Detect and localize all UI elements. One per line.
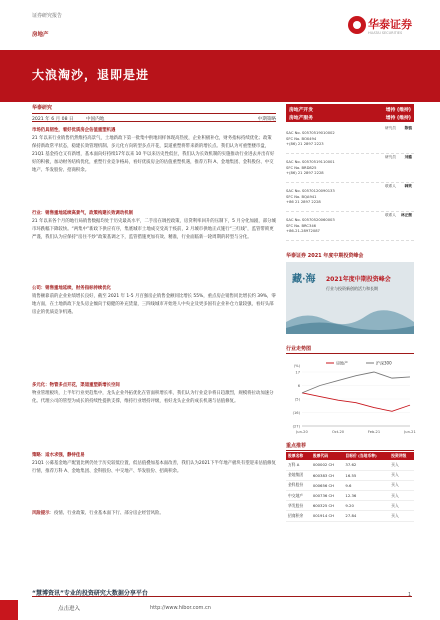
table-cell: 12.36 [343, 490, 389, 500]
y-tick-label: 6 [297, 383, 300, 388]
summit-headline: 2021年度中期投资峰会 [326, 276, 391, 283]
table-cell: 600383 CH [311, 470, 344, 480]
analyst-sfc: SFC No. BOX494 [286, 136, 317, 141]
stock-table [286, 452, 414, 522]
table-cell: 买入 [389, 480, 414, 490]
brand-logo [348, 14, 426, 42]
paragraph-text: 21 年以来各个月的地行局销售数据均处于历史最高水平，二手房在调控政策，房贷利率回升的压制下，5 月分化加剧，部分城市环跌幅下降较快。“两集中”新政下供应有序，集底城市土地成交受高于疫前，2 月城市供地正式施行“三红线”，监管带锁更严谨，我们认为应保持“房住不炒”政策基调之下，监管措施更加有效、精准，行业面临新一轮周期的转型与分化。 [32, 218, 276, 240]
trend-chart-title: 行业走势图 [286, 345, 414, 354]
logo-subtext: HUATAI SECURITIES [368, 31, 403, 35]
analyst-sfc: SFC No. BQA941 [286, 194, 317, 199]
report-source: 华泰研究 [32, 105, 53, 111]
paragraph-text: 21Q1 公募基金地产配置比例仍处于历史较低位置，低估值叠加基本面改善，我们认为2021下半年地产板块有望迎来估值修复行情，推荐万科 A、金地集团、金科股份、中交地产、华发股份、招商积余。 [32, 460, 276, 474]
table-cell: 16.55 [343, 470, 389, 480]
summit-subtitle: 行业与投资新创的活力和长期 [326, 286, 378, 291]
analyst-role: 研究员 [384, 126, 396, 130]
rating-header [286, 104, 414, 122]
analyst-phone: +(86) 21 2897 2228 [286, 171, 324, 176]
paragraph-heading: 行业：销售重地延续高景气，政策构建长效调动机制 [32, 211, 133, 216]
x-tick-label: Feb-21 [367, 430, 381, 434]
table-row [286, 480, 414, 490]
footer-url-link[interactable]: http://www.hibor.com.cn [150, 605, 211, 611]
footer-promo: “慧博资讯”专业的投资研究大数据分享平台 [32, 590, 148, 597]
table-header: 股票代码 [311, 452, 344, 460]
table-cell: 37.62 [343, 460, 389, 470]
report-region: 中国内地 [86, 116, 105, 122]
paragraph-heading: 多元化：物管多点开花，渠道重塑新增长空间 [32, 383, 120, 388]
table-cell: 600325 CH [311, 501, 344, 511]
subindustry-rating: 增持 (维持) [385, 116, 411, 121]
paragraph-text: 疫情、行业政策、行业基本面下行、部分房企经营风险。 [53, 511, 164, 516]
paragraph-text: 物业管理板块，上半年行业更趋集中，龙头企业外拓优化在管面积增长率，我们认为行业竞争将日趋激烈，规模将拉动加速分化。代理公司的管型为成长的持续性提供支撑，维持行业增持评级，看好龙头企业的成长机遇与估值修复。 [32, 390, 274, 404]
industry-label: 房地产开发 [289, 108, 313, 113]
analyst-role: 联系人 [384, 184, 396, 188]
paragraph-heading: 公司：销售重地延续，财务指标持续优化 [32, 286, 112, 291]
table-row [286, 460, 414, 470]
table-cell: 买入 [389, 460, 414, 470]
analyst-card [286, 184, 414, 212]
summit-logo: 藏·海 [292, 274, 316, 285]
table-cell: 金科股份 [286, 480, 311, 490]
x-tick-label: Jun-21 [404, 430, 416, 434]
analyst-sac: SAC No. S0570120090133 [286, 189, 335, 194]
table-cell: 万科 A [286, 460, 311, 470]
table-cell: 27.84 [343, 511, 389, 521]
table-cell: 9.20 [343, 501, 389, 511]
table-cell: 000736 CH [311, 490, 344, 500]
table-cell: 9.6 [343, 480, 389, 490]
summit-title: 华泰证券 2021 年度中期投资峰会 [286, 253, 364, 259]
footer-cta-link[interactable]: 点击进入 [58, 606, 81, 612]
analyst-sac: SAC No. S0570519010002 [286, 131, 335, 136]
paragraph-heading: 市场仍具韧性，看好优质房企估值重塑机遇 [32, 128, 116, 133]
trend-chart [286, 358, 414, 440]
analyst-sac: SAC No. S0570520060003 [286, 218, 335, 223]
analyst-name: 韩笑 [404, 184, 412, 188]
analyst-phone: +86 21 2897 2228 [286, 200, 321, 205]
analyst-sfc: SFC No. BRC346 [286, 223, 317, 228]
report-title: 大浪淘沙，退即是进 [32, 68, 150, 82]
report-date: 2021 年 6 月 08 日 [32, 116, 74, 122]
table-cell: 买入 [389, 470, 414, 480]
paragraph-diversification [32, 382, 276, 406]
logo-mark-icon [348, 16, 366, 34]
analyst-name: 陈慎 [404, 126, 412, 130]
series-line-1 [302, 372, 410, 393]
legend-label: 沪深300 [376, 360, 392, 366]
table-cell: 买入 [389, 490, 414, 500]
y-tick-label: (5) [294, 397, 300, 402]
y-tick-label: (27) [292, 424, 300, 429]
paragraph-risk: 风险提示：疫情、行业政策、行业基本面下行、部分房企经营风险。 [32, 511, 164, 516]
table-row [286, 501, 414, 511]
table-cell: 招商积余 [286, 511, 311, 521]
analyst-phone: +(86) 21 2897 2223 [286, 142, 324, 147]
analyst-phone: +86-21-28972087 [286, 229, 320, 234]
analyst-card [286, 213, 414, 241]
summit-banner[interactable] [286, 262, 414, 334]
table-header: 股票名称 [286, 452, 311, 460]
table-row [286, 511, 414, 521]
paragraph-company [32, 285, 276, 317]
table-header: 目标价 (当地币种) [343, 452, 389, 460]
sector-label: 房地产 [32, 32, 49, 38]
subindustry-label: 房地产服务 [289, 116, 313, 121]
x-tick-label: Oct-20 [331, 430, 345, 434]
table-row [286, 470, 414, 480]
table-cell: 买入 [389, 501, 414, 511]
analyst-role: 联系人 [384, 213, 396, 217]
logo-text: 华泰证券 [368, 18, 412, 31]
y-axis-unit: (%) [293, 364, 300, 368]
table-cell: 金地集团 [286, 470, 311, 480]
industry-rating: 增持 (维持) [385, 108, 411, 113]
report-meta-line [32, 113, 276, 122]
analyst-sac: SAC No. S0570519110001 [286, 160, 335, 165]
table-cell: 000002 CH [311, 460, 344, 470]
analyst-card [286, 126, 414, 154]
table-cell: 买入 [389, 511, 414, 521]
series-line-0 [302, 393, 410, 411]
analyst-sfc: SFC No. BRD825 [286, 165, 317, 170]
page-number: 1 [408, 592, 412, 598]
paragraph-industry [32, 210, 276, 242]
table-cell: 中交地产 [286, 490, 311, 500]
analyst-name: 刘璐 [404, 155, 412, 159]
table-cell: 华发股份 [286, 501, 311, 511]
report-category: 中期策略 [257, 116, 276, 122]
table-row [286, 490, 414, 500]
analyst-role: 研究员 [384, 155, 396, 159]
paragraph-text: 21 年以来行业销售仍然维持高景气，土地新政下第一批集中供地同样体现高热度，企业积极补仓，财务指标持续优化；政策保持新政常平状态，稳建长效管理机制。多元化方向转型多点开花，渠道重塑将带来新的增长点。我们认为可重塑楼市盘，21Q1 基金持仓又有新增，基本面向好持续17年以来 10 半以来历史性低位，我们认为长效机制的实施推动行业进去并出有好好的积极，加动财务结构优化，重塑行业竞争格局，看好优质房企的估值重塑机遇，推荐万科 A、金地集团、金科股份、中交地产、华发股份、招商积余。 [32, 135, 275, 173]
y-tick-label: 17 [295, 370, 300, 375]
table-cell: 000656 CH [311, 480, 344, 490]
analyst-name: 林正衡 [400, 213, 412, 217]
paragraph-strategy [32, 452, 276, 476]
stock-table-title: 重点推荐 [286, 442, 414, 451]
paragraph-heading: 策略：适水求强，静待佳易 [32, 453, 85, 458]
paragraph-heading: 风险提示 [32, 511, 50, 516]
paragraph-text: 销售额靠前的企业业绩增长良好，截至 2021 年 1-5 月百强房企销售金额同比增长 55%，重点房企销售同比增长约 39%，零地方面，在土地新政下龙头房企倾向于稳健的补充货量，三四线城市开始进人中央企及更多国有企业补仓力量较强，看好头部房企的优质竞争机遇。 [32, 293, 276, 315]
breadcrumb: 证券研究报告 [32, 13, 63, 19]
table-header: 投资评级 [389, 452, 414, 460]
footer-side-bar [0, 600, 18, 620]
mountain-graphic [286, 304, 414, 334]
x-tick-label: Jun-20 [296, 430, 308, 434]
y-tick-label: (16) [292, 410, 300, 415]
analyst-card [286, 155, 414, 183]
legend-label: 房地产 [336, 360, 348, 366]
table-cell: 001914 CH [311, 511, 344, 521]
paragraph-market [32, 127, 276, 174]
table-header-row [286, 452, 414, 460]
